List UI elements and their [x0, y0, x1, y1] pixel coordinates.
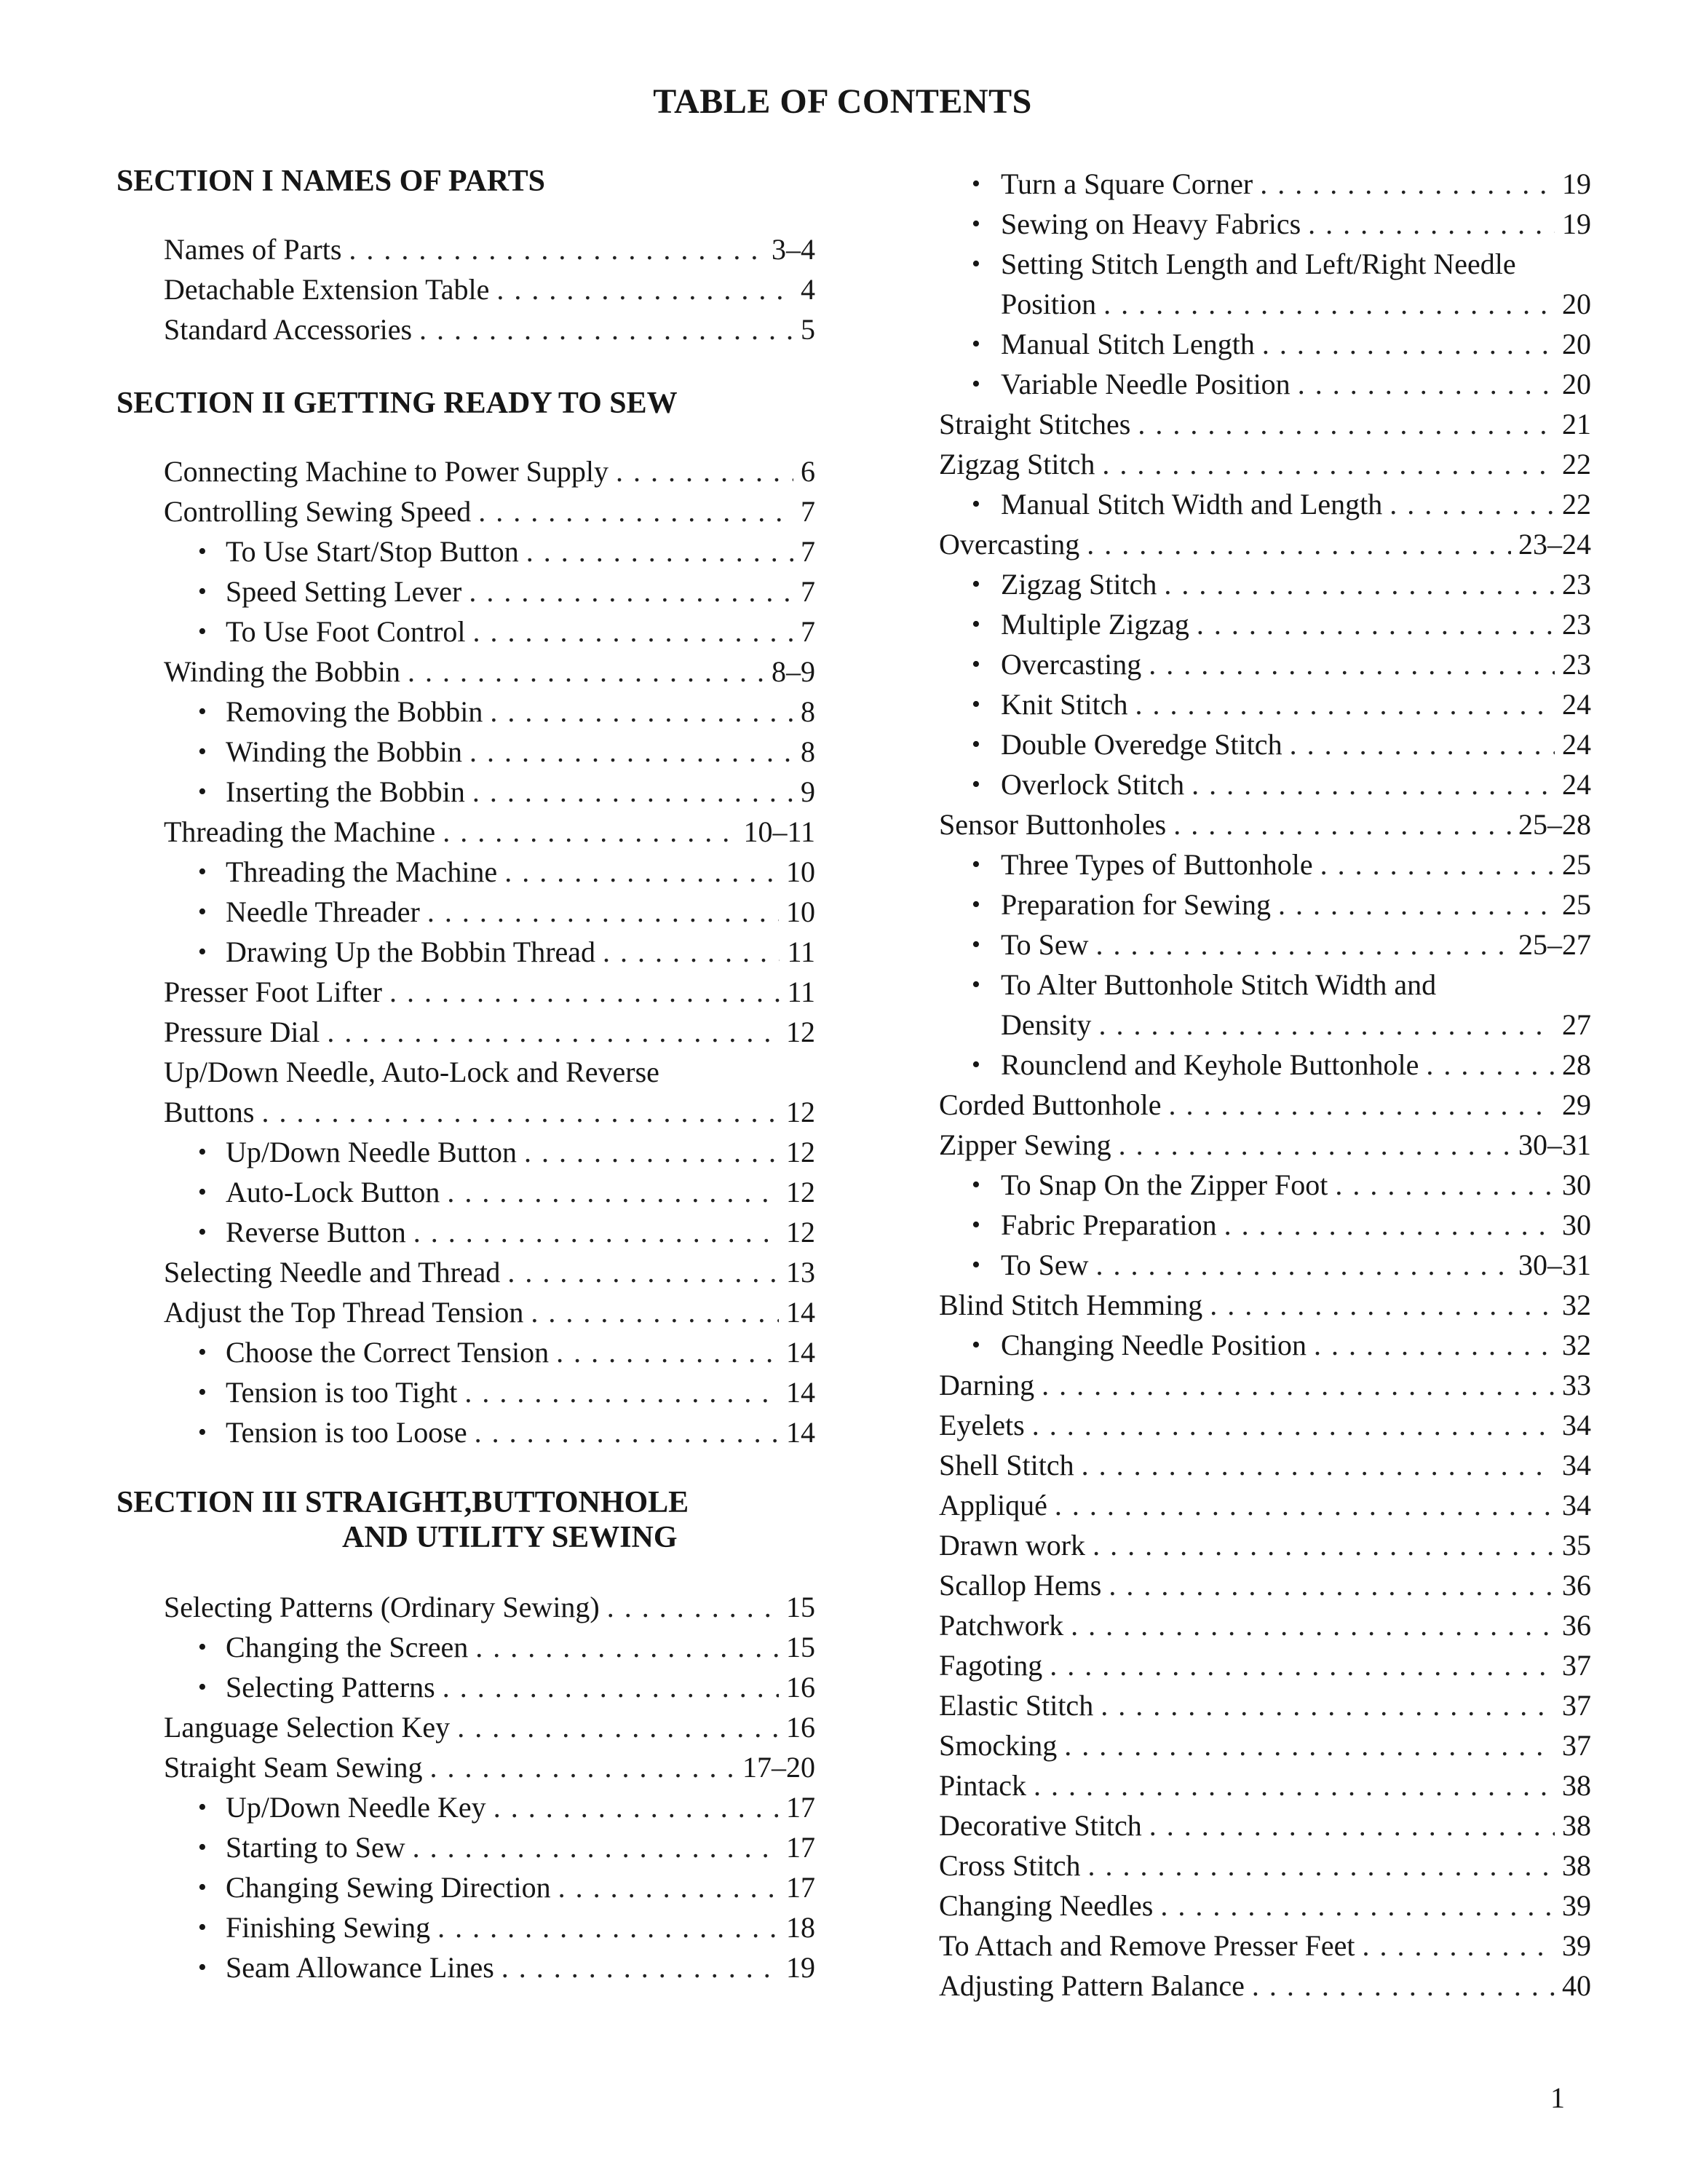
entry-page: 28 [1562, 1048, 1591, 1081]
entry-label: Rounclend and Keyhole Buttonhole [1001, 1048, 1419, 1081]
bullet-icon: • [198, 1914, 207, 1941]
entry-page: 12 [786, 1216, 815, 1249]
toc-entry[interactable] [116, 229, 815, 269]
toc-entry[interactable] [116, 1747, 815, 1787]
entry-page: 23 [1562, 568, 1591, 601]
entry-label: Language Selection Key [164, 1711, 451, 1744]
toc-subentry[interactable] [116, 1172, 815, 1212]
entry-label: To Attach and Remove Presser Feet [939, 1929, 1355, 1962]
entry-label: Fagoting [939, 1649, 1043, 1682]
bullet-icon: • [198, 698, 207, 725]
toc-subentry[interactable] [939, 364, 1591, 404]
bullet-icon: • [198, 1219, 207, 1246]
entry-page: 15 [786, 1631, 815, 1663]
entry-page: 37 [1562, 1689, 1591, 1722]
entry-page: 36 [1562, 1569, 1591, 1602]
toc-subentry[interactable] [116, 852, 815, 892]
bullet-icon: • [198, 778, 207, 805]
bullet-icon: • [198, 578, 207, 605]
entry-label: Sewing on Heavy Fabrics [1001, 207, 1301, 240]
entry-label: Speed Setting Lever [226, 575, 462, 608]
toc-entry[interactable] [116, 451, 815, 491]
entry-page: 7 [801, 495, 815, 528]
entry-label: Seam Allowance Lines [226, 1951, 494, 1984]
toc-subentry[interactable] [939, 885, 1591, 925]
bullet-icon: • [198, 538, 207, 565]
entry-label: Multiple Zigzag [1001, 608, 1189, 641]
toc-entry[interactable] [939, 1886, 1591, 1926]
entry-label: Selecting Patterns (Ordinary Sewing) [164, 1591, 600, 1623]
toc-entry[interactable] [939, 1966, 1591, 2006]
bullet-icon: • [198, 858, 207, 885]
entry-page: 22 [1562, 448, 1591, 480]
entry-page: 17 [786, 1871, 815, 1904]
toc-subentry[interactable] [939, 1165, 1591, 1205]
entry-label: Up/Down Needle Button [226, 1136, 517, 1168]
bullet-icon: • [972, 1051, 980, 1078]
entry-label: Overcasting [939, 528, 1080, 561]
entry-label: Eyelets [939, 1409, 1025, 1441]
toc-entry[interactable] [116, 1707, 815, 1747]
bullet-icon: • [198, 738, 207, 765]
toc-subentry[interactable] [116, 1627, 815, 1667]
bullet-icon: • [198, 938, 207, 965]
entry-page: 16 [786, 1711, 815, 1744]
entry-label: Up/Down Needle, Auto-Lock and Reverse [164, 1056, 659, 1088]
toc-subentry[interactable] [939, 1045, 1591, 1085]
entry-page: 34 [1562, 1489, 1591, 1522]
toc-subentry[interactable] [939, 724, 1591, 764]
toc-entry[interactable] [939, 1525, 1591, 1565]
entry-page: 23 [1562, 608, 1591, 641]
entry-page: 12 [786, 1096, 815, 1128]
toc-entry[interactable] [116, 269, 815, 309]
toc-subentry[interactable] [939, 1325, 1591, 1365]
bullet-icon: • [972, 1211, 980, 1238]
toc-entry[interactable] [116, 1292, 815, 1332]
bullet-icon: • [198, 1379, 207, 1406]
entry-label: Fabric Preparation [1001, 1208, 1217, 1241]
entry-page: 7 [801, 535, 815, 568]
entry-page: 10–11 [743, 815, 815, 848]
entry-page: 21 [1562, 408, 1591, 440]
toc-entry[interactable] [939, 444, 1591, 484]
toc-subentry[interactable] [116, 692, 815, 732]
entry-page: 10 [786, 855, 815, 888]
entry-page: 9 [801, 775, 815, 808]
entry-page: 6 [801, 455, 815, 488]
toc-subentry[interactable] [939, 604, 1591, 644]
entry-label: Knit Stitch [1001, 688, 1128, 721]
bullet-icon: • [972, 250, 980, 277]
toc-entry[interactable] [939, 1365, 1591, 1405]
entry-page: 37 [1562, 1649, 1591, 1682]
entry-page: 12 [786, 1136, 815, 1168]
bullet-icon: • [198, 1874, 207, 1901]
toc-entry[interactable] [116, 1052, 815, 1092]
entry-page: 33 [1562, 1369, 1591, 1401]
entry-label: Names of Parts [164, 233, 342, 266]
bullet-icon: • [972, 931, 980, 958]
entry-label: Blind Stitch Hemming [939, 1289, 1203, 1321]
entry-page: 32 [1562, 1329, 1591, 1361]
entry-page: 20 [1562, 368, 1591, 400]
entry-label: Tension is too Tight [226, 1376, 458, 1409]
entry-label: Inserting the Bobbin [226, 775, 465, 808]
bullet-icon: • [972, 371, 980, 397]
entry-page: 8 [801, 735, 815, 768]
entry-label: Manual Stitch Length [1001, 328, 1255, 360]
entry-label: To Sew [1001, 1249, 1089, 1281]
entry-page: 8 [801, 695, 815, 728]
toc-entry[interactable] [939, 1125, 1591, 1165]
toc-subentry[interactable] [939, 244, 1591, 284]
toc-entry[interactable] [939, 804, 1591, 844]
entry-label: To Sew [1001, 928, 1089, 961]
entry-page: 30–31 [1518, 1128, 1591, 1161]
toc-entry[interactable] [939, 1565, 1591, 1605]
toc-subentry[interactable] [116, 1372, 815, 1412]
entry-page: 35 [1562, 1529, 1591, 1562]
toc-subentry-continuation[interactable] [939, 1005, 1591, 1045]
entry-label: Pintack [939, 1769, 1026, 1802]
entry-label: Variable Needle Position [1001, 368, 1290, 400]
page-number: 1 [1550, 2081, 1565, 2114]
entry-label: To Snap On the Zipper Foot [1001, 1168, 1328, 1201]
toc-subentry[interactable] [939, 484, 1591, 524]
entry-page: 17 [786, 1831, 815, 1864]
toc-subentry[interactable] [116, 1667, 815, 1707]
toc-subentry[interactable] [116, 571, 815, 612]
entry-page: 11 [787, 935, 815, 968]
entry-page: 10 [786, 895, 815, 928]
bullet-icon: • [972, 651, 980, 678]
bullet-icon: • [198, 1794, 207, 1821]
toc-entry[interactable] [116, 812, 815, 852]
entry-label: Detachable Extension Table [164, 273, 490, 306]
entry-label: Threading the Machine [164, 815, 436, 848]
entry-label: Density [1001, 1008, 1092, 1041]
entry-page: 25 [1562, 848, 1591, 881]
toc-subentry[interactable] [116, 612, 815, 652]
entry-label: Elastic Stitch [939, 1689, 1094, 1722]
toc-entry[interactable] [939, 524, 1591, 564]
entry-label: Removing the Bobbin [226, 695, 483, 728]
entry-label: Drawn work [939, 1529, 1086, 1562]
entry-page: 39 [1562, 1889, 1591, 1922]
toc-entry[interactable] [939, 1445, 1591, 1485]
bullet-icon: • [972, 611, 980, 638]
toc-subentry[interactable] [939, 684, 1591, 724]
entry-label: Straight Stitches [939, 408, 1131, 440]
toc-subentry[interactable] [939, 164, 1591, 204]
entry-label: Standard Accessories [164, 313, 413, 346]
entry-page: 30–31 [1518, 1249, 1591, 1281]
entry-page: 12 [786, 1016, 815, 1048]
entry-page: 38 [1562, 1809, 1591, 1842]
entry-page: 19 [786, 1951, 815, 1984]
entry-page: 36 [1562, 1609, 1591, 1642]
entry-page: 37 [1562, 1729, 1591, 1762]
toc-entry-continuation[interactable] [116, 1092, 815, 1132]
toc-subentry[interactable] [116, 1907, 815, 1947]
entry-page: 39 [1562, 1929, 1591, 1962]
toc-entry[interactable] [939, 404, 1591, 444]
entry-label: Patchwork [939, 1609, 1064, 1642]
entry-label: Threading the Machine [226, 855, 498, 888]
toc-subentry[interactable] [116, 772, 815, 812]
bullet-icon: • [972, 731, 980, 758]
toc-subentry[interactable] [116, 1332, 815, 1372]
entry-page: 34 [1562, 1409, 1591, 1441]
toc-entry[interactable] [116, 1012, 815, 1052]
toc-entry[interactable] [939, 1725, 1591, 1765]
bullet-icon: • [972, 170, 980, 197]
bullet-icon: • [198, 1834, 207, 1861]
toc-subentry[interactable] [939, 564, 1591, 604]
entry-label: Decorative Stitch [939, 1809, 1142, 1842]
entry-label: Controlling Sewing Speed [164, 495, 472, 528]
bullet-icon: • [972, 1171, 980, 1198]
entry-page: 12 [786, 1176, 815, 1208]
entry-label: Starting to Sew [226, 1831, 405, 1864]
bullet-icon: • [972, 851, 980, 878]
toc-subentry[interactable] [939, 204, 1591, 244]
toc-subentry[interactable] [116, 531, 815, 571]
entry-page: 24 [1562, 728, 1591, 761]
entry-label: Reverse Button [226, 1216, 406, 1249]
entry-label: Setting Stitch Length and Left/Right Needle [1001, 248, 1516, 280]
toc-entry[interactable] [116, 972, 815, 1012]
entry-page: 4 [801, 273, 815, 306]
entry-label: Scallop Hems [939, 1569, 1102, 1602]
toc-entry[interactable] [116, 1587, 815, 1627]
toc-entry[interactable] [939, 1845, 1591, 1886]
section-3-heading-line2: AND UTILITY SEWING [342, 1521, 678, 1554]
entry-label: Smocking [939, 1729, 1058, 1762]
page-title: TABLE OF CONTENTS [653, 82, 1032, 121]
toc-entry[interactable] [939, 1085, 1591, 1125]
entry-label: Selecting Needle and Thread [164, 1256, 501, 1289]
bullet-icon: • [972, 491, 980, 518]
section-3-heading [116, 1485, 689, 1555]
entry-label: Pressure Dial [164, 1016, 320, 1048]
bullet-icon: • [198, 898, 207, 925]
toc-subentry[interactable] [116, 1867, 815, 1907]
toc-subentry[interactable] [939, 764, 1591, 804]
toc-entry[interactable] [939, 1285, 1591, 1325]
entry-label: Drawing Up the Bobbin Thread [226, 935, 596, 968]
entry-label: Manual Stitch Width and Length [1001, 488, 1383, 521]
entry-label: Changing Needles [939, 1889, 1154, 1922]
bullet-icon: • [972, 1251, 980, 1278]
entry-page: 18 [786, 1911, 815, 1944]
entry-label: Position [1001, 288, 1097, 320]
entry-page: 40 [1562, 1969, 1591, 2002]
toc-subentry[interactable] [116, 732, 815, 772]
entry-page: 34 [1562, 1449, 1591, 1481]
section-1-heading: SECTION I NAMES OF PARTS [116, 165, 545, 198]
toc-entry[interactable] [116, 652, 815, 692]
toc-entry[interactable] [939, 1485, 1591, 1525]
entry-page: 19 [1562, 207, 1591, 240]
entry-page: 24 [1562, 688, 1591, 721]
bullet-icon: • [198, 1339, 207, 1366]
entry-page: 25 [1562, 888, 1591, 921]
entry-page: 14 [786, 1416, 815, 1449]
entry-page: 32 [1562, 1289, 1591, 1321]
entry-page: 38 [1562, 1849, 1591, 1882]
entry-label: Zigzag Stitch [939, 448, 1095, 480]
bullet-icon: • [198, 1674, 207, 1701]
entry-label: Zigzag Stitch [1001, 568, 1157, 601]
toc-entry[interactable] [939, 1805, 1591, 1845]
entry-label: Connecting Machine to Power Supply [164, 455, 609, 488]
toc-subentry[interactable] [939, 644, 1591, 684]
entry-page: 17–20 [742, 1751, 815, 1784]
entry-page: 19 [1562, 167, 1591, 200]
entry-page: 7 [801, 615, 815, 648]
entry-page: 25–27 [1518, 928, 1591, 961]
toc-subentry[interactable] [116, 1132, 815, 1172]
entry-label: Adjust the Top Thread Tension [164, 1296, 524, 1329]
toc-entry[interactable] [116, 1252, 815, 1292]
bullet-icon: • [972, 691, 980, 718]
entry-label: Adjusting Pattern Balance [939, 1969, 1245, 2002]
bullet-icon: • [972, 771, 980, 798]
toc-entry[interactable] [939, 1765, 1591, 1805]
entry-page: 13 [786, 1256, 815, 1289]
entry-label: To Use Foot Control [226, 615, 466, 648]
entry-page: 20 [1562, 328, 1591, 360]
entry-page: 23 [1562, 648, 1591, 681]
toc-subentry[interactable] [116, 1787, 815, 1827]
entry-page: 20 [1562, 288, 1591, 320]
entry-label: Corded Buttonhole [939, 1088, 1162, 1121]
entry-label: Changing Sewing Direction [226, 1871, 551, 1904]
entry-page: 15 [786, 1591, 815, 1623]
entry-label: Turn a Square Corner [1001, 167, 1253, 200]
toc-entry[interactable] [116, 309, 815, 349]
bullet-icon: • [198, 1179, 207, 1206]
entry-page: 30 [1562, 1168, 1591, 1201]
toc-entry[interactable] [116, 491, 815, 531]
entry-label: Auto-Lock Button [226, 1176, 440, 1208]
toc-subentry[interactable] [939, 965, 1591, 1005]
toc-entry[interactable] [939, 1926, 1591, 1966]
entry-label: Overcasting [1001, 648, 1142, 681]
entry-page: 5 [801, 313, 815, 346]
toc-entry[interactable] [939, 1645, 1591, 1685]
entry-label: Double Overedge Stitch [1001, 728, 1282, 761]
bullet-icon: • [198, 1139, 207, 1166]
entry-page: 29 [1562, 1088, 1591, 1121]
toc-subentry[interactable] [116, 892, 815, 932]
toc-entry[interactable] [939, 1405, 1591, 1445]
entry-label: Needle Threader [226, 895, 420, 928]
bullet-icon: • [198, 1419, 207, 1446]
entry-label: Changing Needle Position [1001, 1329, 1307, 1361]
entry-label: Overlock Stitch [1001, 768, 1185, 801]
entry-page: 8–9 [772, 655, 815, 688]
bullet-icon: • [972, 331, 980, 357]
toc-subentry[interactable] [939, 1205, 1591, 1245]
section-3-heading-line1: SECTION III STRAIGHT,BUTTONHOLE [116, 1486, 689, 1519]
entry-page: 14 [786, 1336, 815, 1369]
entry-label: Zipper Sewing [939, 1128, 1111, 1161]
entry-page: 3–4 [772, 233, 815, 266]
toc-subentry[interactable] [939, 1245, 1591, 1285]
entry-label: Shell Stitch [939, 1449, 1074, 1481]
entry-label: Appliqué [939, 1489, 1047, 1522]
entry-label: Sensor Buttonholes [939, 808, 1167, 841]
toc-subentry[interactable] [939, 925, 1591, 965]
bullet-icon: • [972, 210, 980, 237]
entry-label: Buttons [164, 1096, 255, 1128]
entry-label: Selecting Patterns [226, 1671, 435, 1704]
entry-label: To Use Start/Stop Button [226, 535, 519, 568]
toc-subentry[interactable] [116, 932, 815, 972]
bullet-icon: • [972, 571, 980, 598]
entry-page: 27 [1562, 1008, 1591, 1041]
section-2-heading: SECTION II GETTING READY TO SEW [116, 387, 678, 420]
bullet-icon: • [972, 1332, 980, 1358]
bullet-icon: • [198, 1954, 207, 1981]
entry-page: 30 [1562, 1208, 1591, 1241]
entry-page: 17 [786, 1791, 815, 1824]
entry-page: 38 [1562, 1769, 1591, 1802]
toc-subentry[interactable] [116, 1827, 815, 1867]
entry-label: Three Types of Buttonhole [1001, 848, 1313, 881]
entry-page: 23–24 [1518, 528, 1591, 561]
entry-page: 24 [1562, 768, 1591, 801]
entry-label: Winding the Bobbin [164, 655, 401, 688]
entry-label: Darning [939, 1369, 1035, 1401]
entry-label: Tension is too Loose [226, 1416, 467, 1449]
entry-label: Straight Seam Sewing [164, 1751, 423, 1784]
entry-label: Choose the Correct Tension [226, 1336, 550, 1369]
entry-label: Changing the Screen [226, 1631, 469, 1663]
bullet-icon: • [198, 618, 207, 645]
toc-entry[interactable] [939, 1605, 1591, 1645]
entry-page: 14 [786, 1296, 815, 1329]
entry-label: Preparation for Sewing [1001, 888, 1272, 921]
bullet-icon: • [972, 891, 980, 918]
entry-label: Finishing Sewing [226, 1911, 431, 1944]
toc-subentry[interactable] [116, 1212, 815, 1252]
entry-label: Cross Stitch [939, 1849, 1081, 1882]
entry-page: 11 [787, 976, 815, 1008]
entry-label: Winding the Bobbin [226, 735, 463, 768]
bullet-icon: • [198, 1634, 207, 1661]
toc-subentry[interactable] [116, 1947, 815, 1987]
entry-page: 7 [801, 575, 815, 608]
toc-entry[interactable] [939, 1685, 1591, 1725]
toc-subentry[interactable] [939, 324, 1591, 364]
entry-page: 14 [786, 1376, 815, 1409]
entry-page: 16 [786, 1671, 815, 1704]
bullet-icon: • [972, 971, 980, 998]
entry-page: 25–28 [1518, 808, 1591, 841]
entry-label: To Alter Buttonhole Stitch Width and [1001, 968, 1437, 1001]
entry-label: Up/Down Needle Key [226, 1791, 486, 1824]
entry-page: 22 [1562, 488, 1591, 521]
toc-subentry[interactable] [116, 1412, 815, 1452]
toc-subentry-continuation[interactable] [939, 284, 1591, 324]
entry-label: Presser Foot Lifter [164, 976, 382, 1008]
toc-subentry[interactable] [939, 844, 1591, 885]
